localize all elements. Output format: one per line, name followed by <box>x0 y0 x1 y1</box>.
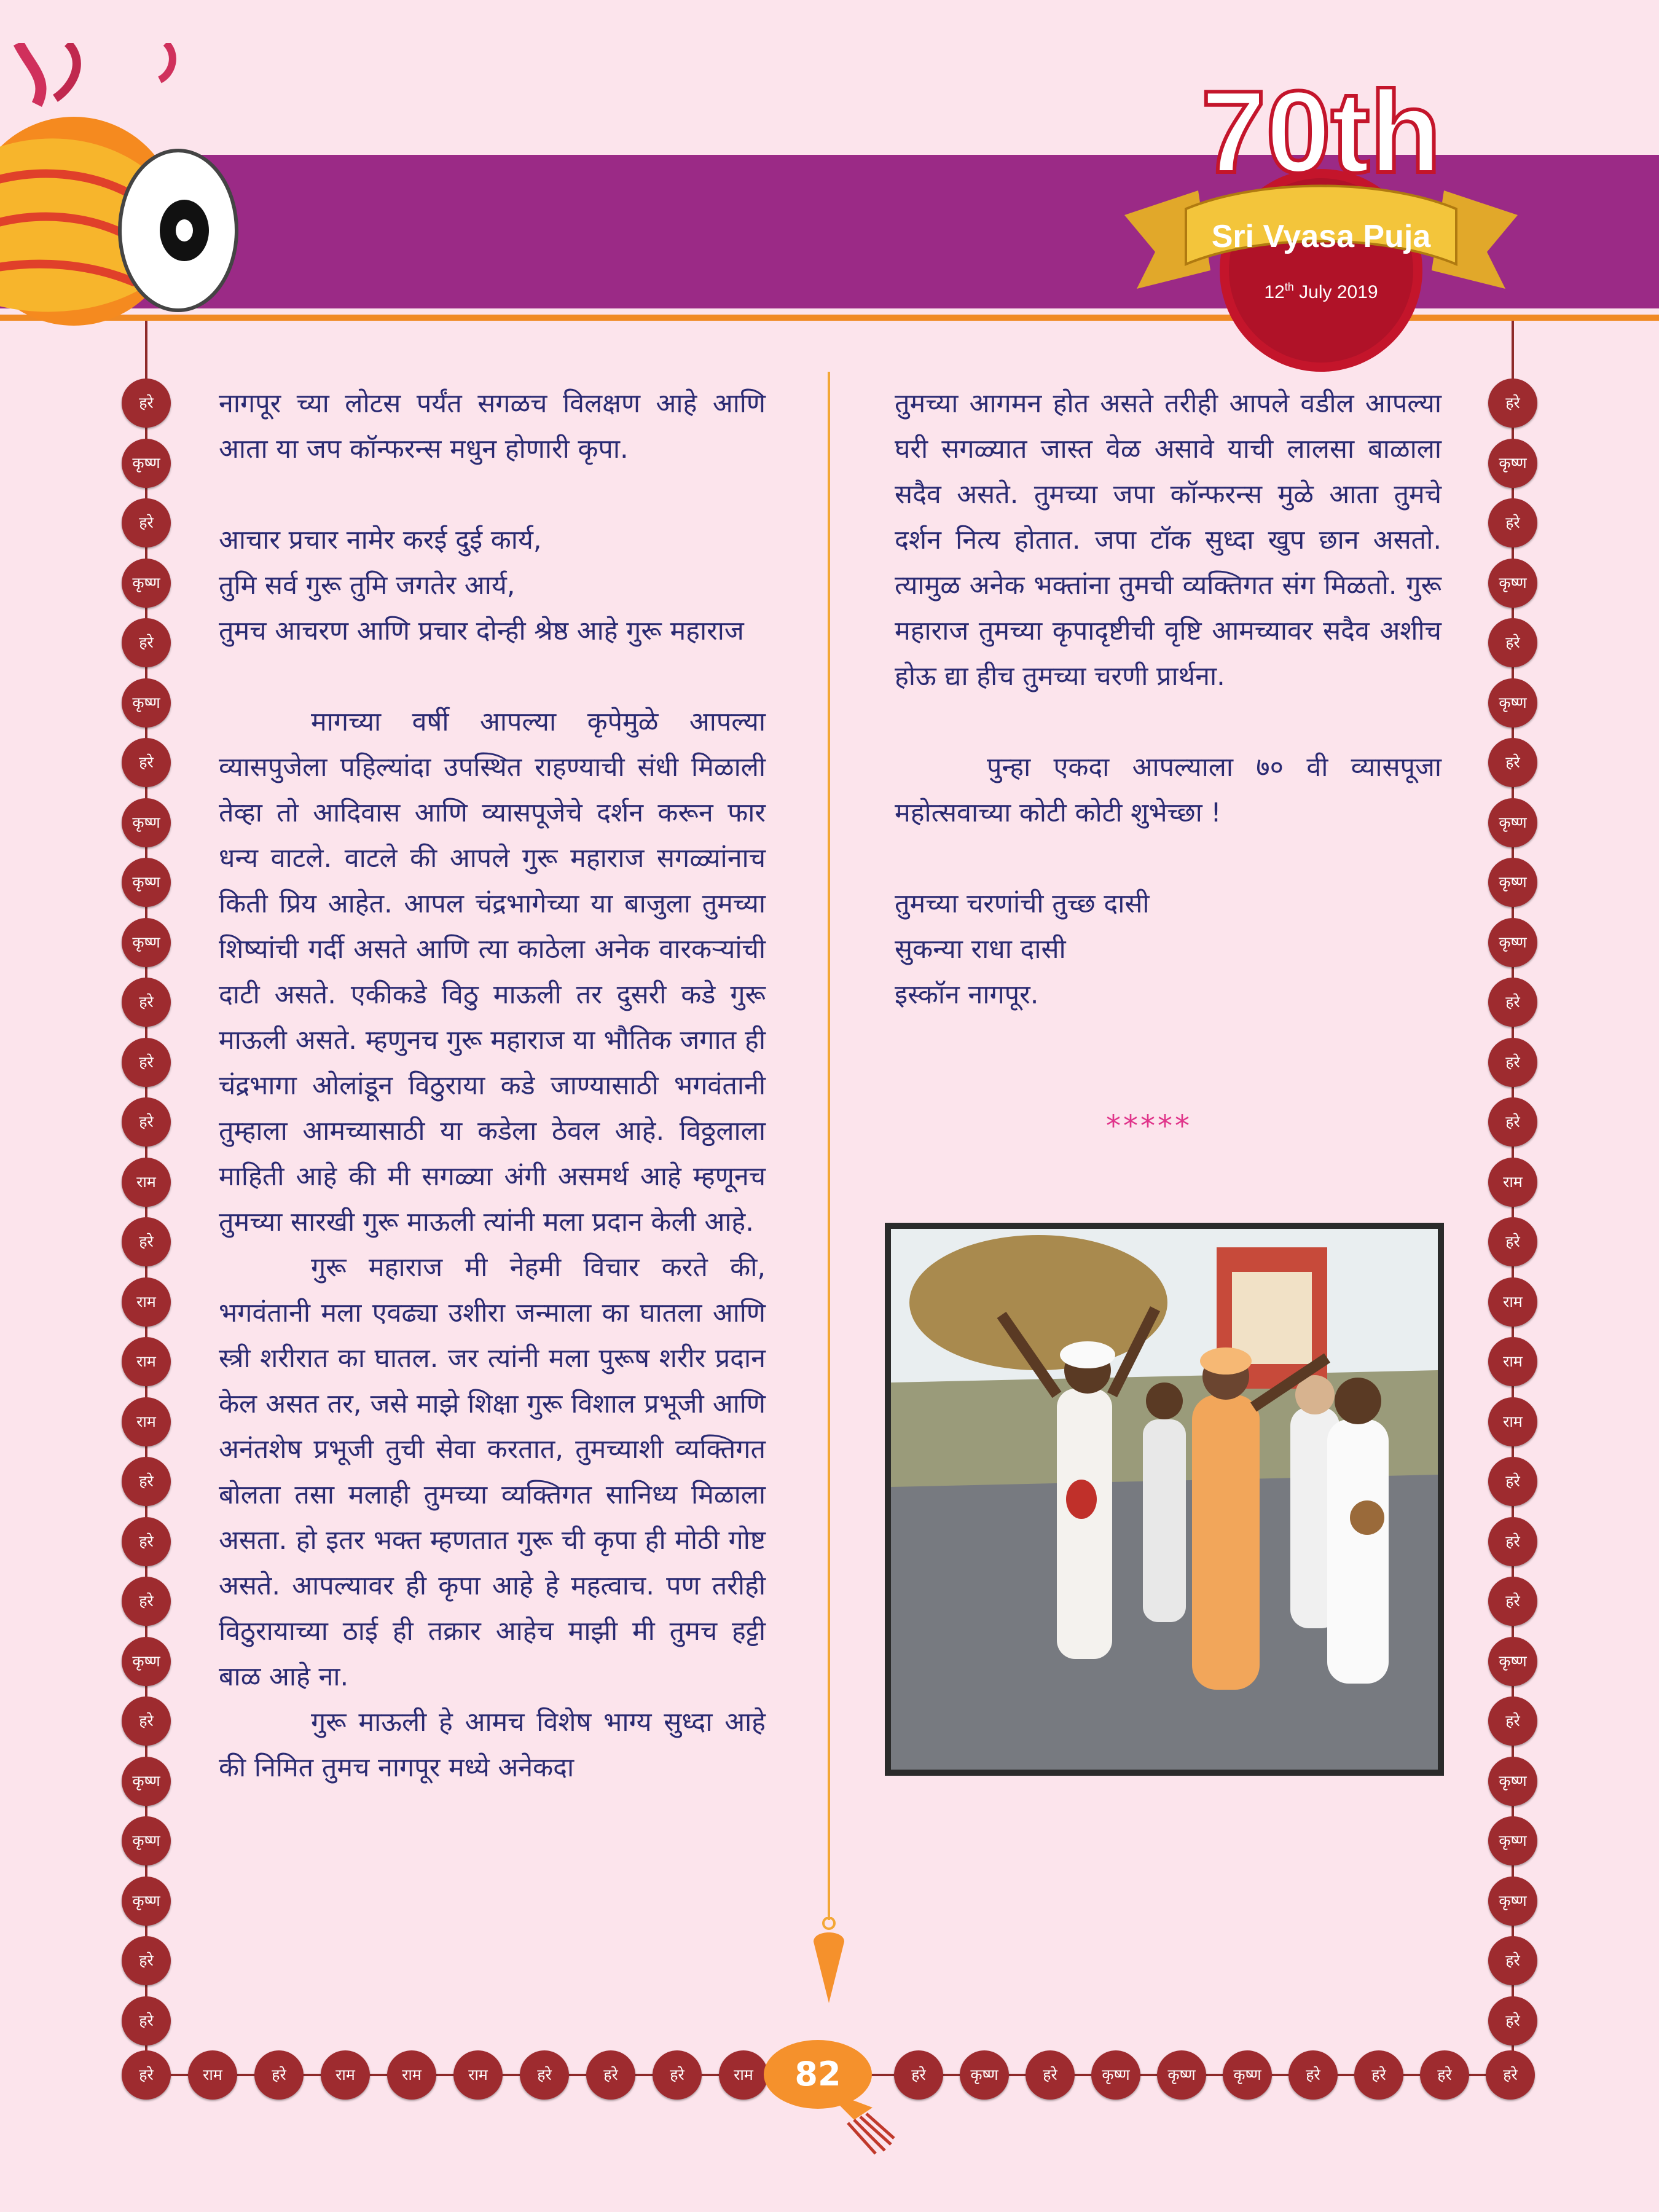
bead-left-15: राम <box>122 1277 171 1327</box>
bead-right-7: कृष्ण <box>1488 798 1537 847</box>
bead-right-21: कृष्ण <box>1488 1637 1537 1686</box>
center-pendant <box>810 1917 847 2015</box>
bead-left-5: कृष्ण <box>122 678 171 728</box>
bead-bottom_left-6: हरे <box>520 2050 569 2100</box>
bead-right-5: कृष्ण <box>1488 678 1537 728</box>
bead-right-26: हरे <box>1488 1936 1537 1985</box>
bead-bottom_left-9: राम <box>719 2050 768 2100</box>
bead-bottom_right-7: हरे <box>1354 2050 1403 2100</box>
bead-bottom_left-4: राम <box>387 2050 436 2100</box>
bead-bottom_left-1: राम <box>188 2050 237 2100</box>
bead-bottom_right-0: हरे <box>894 2050 943 2100</box>
photo-procession <box>885 1223 1444 1776</box>
right-column <box>895 381 1441 1018</box>
bead-left-3: कृष्ण <box>122 559 171 608</box>
bead-left-4: हरे <box>122 618 171 667</box>
signature-line-3: इस्कॉन नागपूर. <box>895 979 1039 1010</box>
bead-bottom_left-8: हरे <box>653 2050 702 2100</box>
poem-line-1: आचार प्रचार नामेर करई दुई कार्य, <box>219 525 542 555</box>
bead-bottom_left-0: हरे <box>122 2050 171 2100</box>
badge-70th: 70th <box>1201 86 1441 197</box>
bead-left-19: हरे <box>122 1517 171 1566</box>
bead-right-4: हरे <box>1488 618 1537 667</box>
bead-bottom_right-2: हरे <box>1026 2050 1075 2100</box>
bead-left-0: हरे <box>122 378 171 428</box>
left-paragraph-1: नागपूर च्या लोटस पर्यंत सगळच विलक्षण आहे आणि आता या जप कॉन्फरन्स मधुन होणारी कृपा. <box>219 388 766 465</box>
bead-bottom_left-2: हरे <box>254 2050 304 2100</box>
bead-left-21: कृष्ण <box>122 1637 171 1686</box>
bead-bottom_right-8: हरे <box>1420 2050 1469 2100</box>
bead-left-2: हरे <box>122 498 171 547</box>
poem-line-3: तुमच आचरण आणि प्रचार दोन्ही श्रेष्ठ आहे गुरू महाराज <box>219 616 744 646</box>
left-column <box>219 381 766 1790</box>
left-paragraph-4: गुरू माऊली हे आमच विशेष भाग्य सुध्दा आहे की निमित तुमच नागपूर मध्ये अनेकदा <box>219 1707 766 1783</box>
bead-bottom_right-1: कृष्ण <box>960 2050 1009 2100</box>
bead-bottom_right-5: कृष्ण <box>1223 2050 1272 2100</box>
poem-line-2: तुमि सर्व गुरू तुमि जगतेर आर्य, <box>219 570 516 601</box>
bead-right-25: कृष्ण <box>1488 1877 1537 1926</box>
bead-right-14: हरे <box>1488 1217 1537 1266</box>
right-paragraph-2: पुन्हा एकदा आपल्याला ७० वी व्यासपूजा महोत्सवाच्या कोटी कोटी शुभेच्छा ! <box>895 752 1441 828</box>
left-paragraph-2: मागच्या वर्षी आपल्या कृपेमुळे आपल्या व्यासपुजेला पहिल्यांदा उपस्थित राहण्याची संधी मिळाली तेव्हा तो आदिवास आणि व्यासपूजेचे दर्शन करून फार धन्य वाटले. वाटले की आपले गुरू महाराज सगळ्यांनाच किती प्रिय आहेत. आपल चंद्रभागेच्या या बाजुला तुमच्या शिष्यांची गर्दी असते आणि त्या काठेला अनेक वारकऱ्यांची दाटी असते. एकीकडे विठु माऊली तर दुसरी कडे गुरू माऊली असते. म्हणुनच गुरू महाराज या भौतिक जगात ही चंद्रभागा ओलांडून विठुराया कडे जाण्यासाठी भगवंतानी तुम्हाला आमच्यासाठी या कडेला ठेवल आहे. विठ्ठलाला माहिती आहे की मी सगळ्या अंगी असमर्थ आहे म्हणूनच तुमच्या सारखी गुरू माऊली त्यांनी मला प्रदान केली आहे. <box>219 707 766 1237</box>
bead-left-1: कृष्ण <box>122 439 171 488</box>
bead-right-15: राम <box>1488 1277 1537 1327</box>
bead-right-17: राम <box>1488 1397 1537 1446</box>
bead-left-20: हरे <box>122 1577 171 1626</box>
drum-illustration <box>0 43 246 332</box>
bead-left-10: हरे <box>122 978 171 1027</box>
bead-right-13: राम <box>1488 1158 1537 1207</box>
bead-left-22: हरे <box>122 1696 171 1746</box>
bead-right-19: हरे <box>1488 1517 1537 1566</box>
bead-bottom_left-3: राम <box>321 2050 370 2100</box>
bead-left-8: कृष्ण <box>122 858 171 907</box>
center-divider <box>828 372 830 1920</box>
bead-left-13: राम <box>122 1158 171 1207</box>
bead-right-8: कृष्ण <box>1488 858 1537 907</box>
bead-bottom_left-5: राम <box>453 2050 503 2100</box>
bead-right-11: हरे <box>1488 1038 1537 1087</box>
bead-right-23: कृष्ण <box>1488 1757 1537 1806</box>
right-paragraph-1: तुमच्या आगमन होत असते तरीही आपले वडील आपल्या घरी सगळ्यात जास्त वेळ असावे याची लालसा बाळाला सदैव असते. तुमच्या जपा कॉन्फरन्स मुळे आता तुमचे दर्शन नित्य होतात. जपा टॉक सुध्दा खुप छान असतो. त्यामुळ अनेक भक्तांना तुमची व्यक्तिगत संग मिळतो. गुरू महाराज तुमच्या कृपादृष्टीची वृष्टि आमच्यावर सदैव अशीच होऊ द्या हीच तुमच्या चरणी प्रार्थना. <box>895 388 1441 692</box>
bead-left-12: हरे <box>122 1097 171 1147</box>
bead-left-26: हरे <box>122 1936 171 1985</box>
bead-left-17: राम <box>122 1397 171 1446</box>
bead-right-6: हरे <box>1488 738 1537 787</box>
bead-left-7: कृष्ण <box>122 798 171 847</box>
bead-left-18: हरे <box>122 1457 171 1506</box>
signature-line-2: सुकन्या राधा दासी <box>895 934 1066 965</box>
badge-date: 12th July 2019 <box>1264 281 1378 302</box>
bead-bottom_right-9: हरे <box>1486 2050 1535 2100</box>
bead-left-16: राम <box>122 1337 171 1386</box>
bead-right-10: हरे <box>1488 978 1537 1027</box>
bead-right-3: कृष्ण <box>1488 559 1537 608</box>
bead-right-27: हरे <box>1488 1996 1537 2045</box>
decorative-stars: ***** <box>1106 1109 1192 1143</box>
bead-right-9: कृष्ण <box>1488 918 1537 967</box>
bead-right-2: हरे <box>1488 498 1537 547</box>
bead-right-0: हरे <box>1488 378 1537 428</box>
page-number: 82 <box>764 2040 872 2109</box>
bead-left-9: कृष्ण <box>122 918 171 967</box>
bead-left-25: कृष्ण <box>122 1877 171 1926</box>
bead-bottom_right-3: कृष्ण <box>1091 2050 1140 2100</box>
bead-left-6: हरे <box>122 738 171 787</box>
bead-right-20: हरे <box>1488 1577 1537 1626</box>
bead-bottom_right-6: हरे <box>1288 2050 1338 2100</box>
bead-right-22: हरे <box>1488 1696 1537 1746</box>
bead-left-11: हरे <box>122 1038 171 1087</box>
badge-event: Sri Vyasa Puja <box>1211 219 1431 254</box>
bead-left-14: हरे <box>122 1217 171 1266</box>
bead-right-12: हरे <box>1488 1097 1537 1147</box>
bead-left-23: कृष्ण <box>122 1757 171 1806</box>
bead-right-18: हरे <box>1488 1457 1537 1506</box>
bead-bottom_right-4: कृष्ण <box>1157 2050 1206 2100</box>
bead-right-1: कृष्ण <box>1488 439 1537 488</box>
left-paragraph-3: गुरू महाराज मी नेहमी विचार करते की, भगवंतानी मला एवढ्या उशीरा जन्माला का घातला आणि स्त्री शरीरात का घातल. जर त्यांनी मला पुरूष शरीर प्रदान केल असत तर, जसे माझे शिक्षा गुरू विशाल प्रभूजी आणि अनंतशेष प्रभूजी तुची सेवा करतात, तुमच्याशी व्यक्तिगत बोलता तसा मलाही तुमच्या व्यक्तिगत सानिध्य मिळाला असता. हो इतर भक्त म्हणतात गुरू ची कृपा ही मोठी गोष्ट असते. आपल्यावर ही कृपा आहे हे महत्वाच. पण तरीही विठुरायाच्या ठाई ही तक्रार आहेच माझी मी तुमच हट्टी बाळ आहे ना. <box>219 1252 766 1692</box>
signature-line-1: तुमच्या चरणांची तुच्छ दासी <box>895 888 1150 919</box>
anniversary-badge <box>1100 86 1542 375</box>
bead-right-16: राम <box>1488 1337 1537 1386</box>
bead-left-24: कृष्ण <box>122 1816 171 1865</box>
bead-left-27: हरे <box>122 1996 171 2045</box>
bead-right-24: कृष्ण <box>1488 1816 1537 1865</box>
bead-bottom_left-7: हरे <box>586 2050 635 2100</box>
